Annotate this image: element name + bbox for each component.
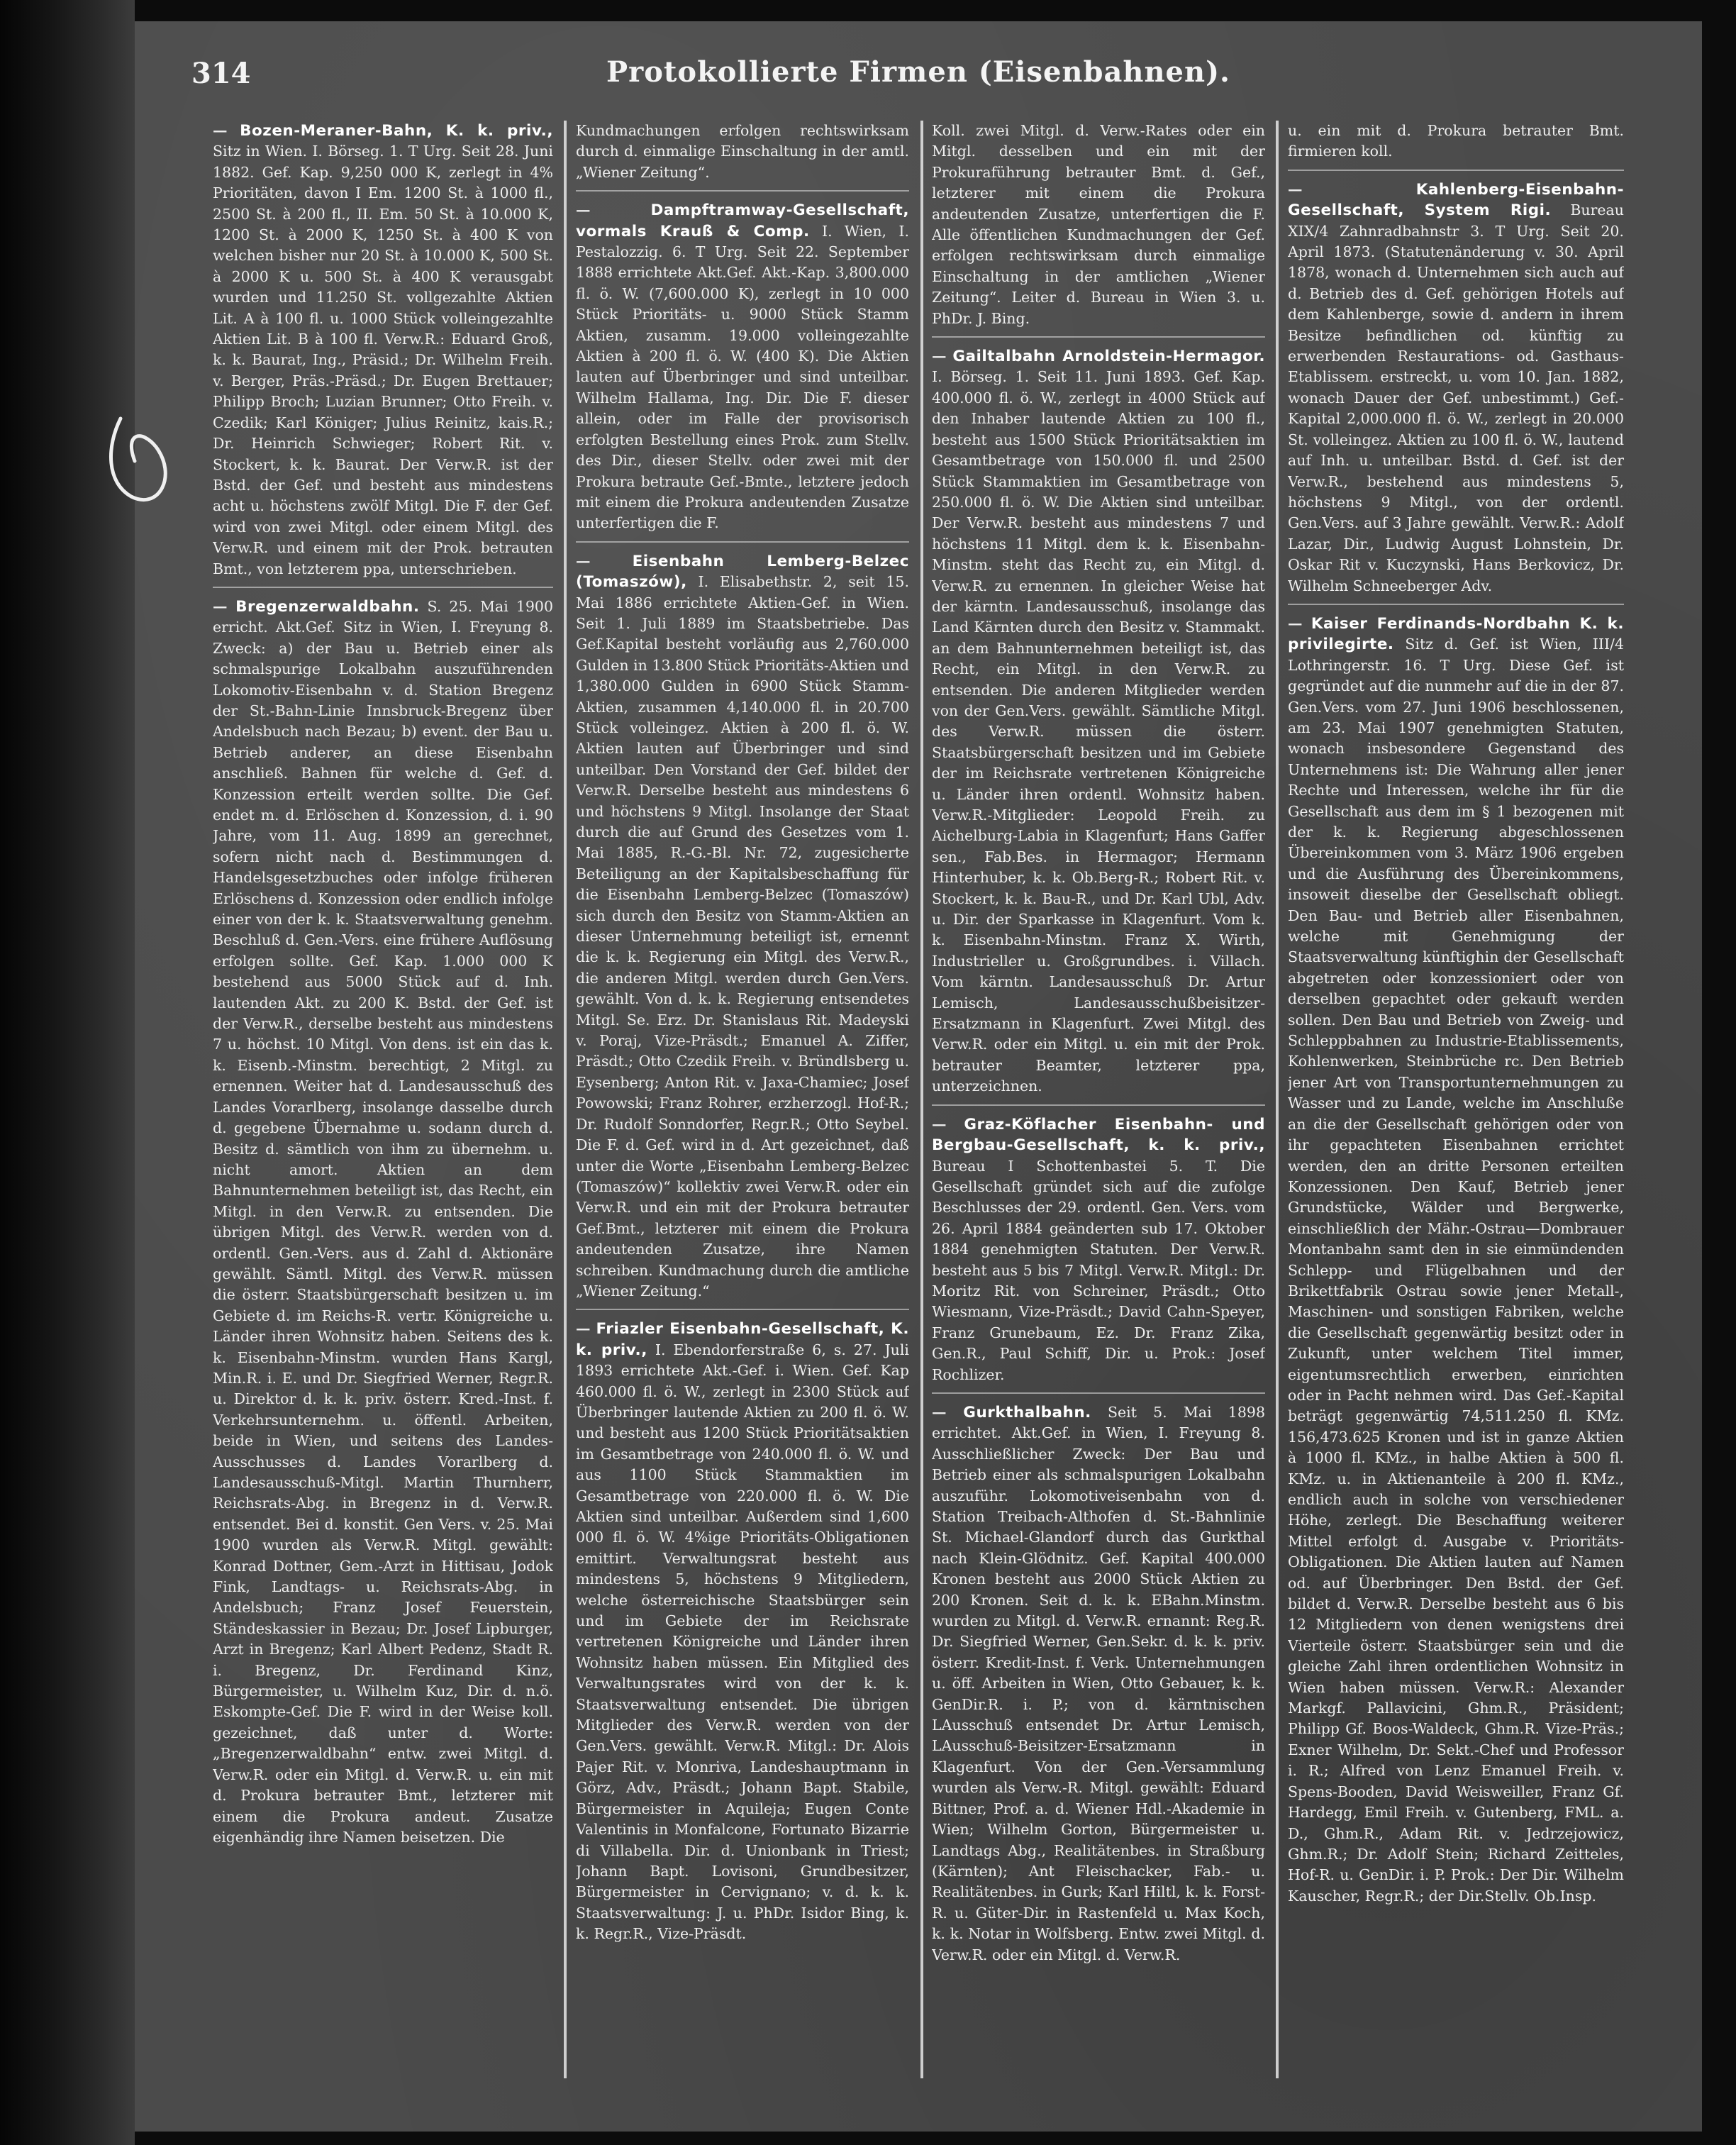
handwritten-margin-mark — [92, 404, 191, 511]
entry-kaiser-ferdinands-nordbahn: — Kaiser Ferdinands-Nordbahn K. k. privilegirte. Sitz d. Gef. ist Wien, III/4 Lothringerstr. 16. T Urg. Diese Gef. ist gegründet auf die nunmehr auf die in der 87. Gen.Vers. vom 27. Juni 1906 beschlossenen, am 23. Mai 1907 genehmigten Statuten, wonach insbesondere Gegenstand des Unternehmens ist: Die Wahrung aller jener Rechte und Interessen, welche ihr für die Gesellschaft aus dem im § 1 bezogenen mit der k. k. Regierung abgeschlossenen Übereinkommen vom 3. März 1906 ergeben und die Ausführung des Übereinkommens, insoweit dieselbe der Gesellschaft obliegt. Den Bau- und Betrieb aller Eisenbahnen, welche mit Genehmigung der Staatsverwaltung künftighin der Gesellschaft abgetreten oder konzessioniert oder von derselben gepachtet oder gekauft werden sollen. Den Bau und Betrieb von Zweig- und Schleppbahnen zu Industrie-Etablissements, Kohlenwerken, Steinbrüche rc. Den Betrieb jener Art von Transportunternehmungen zu Wasser und zu Lande, welche im Anschluße an die der Gesellschaft gehörigen oder von ihr gepachteten Eisenbahnen errichtet werden, den an dritte Personen erteilten Konzessionen. Den Kauf, Betrieb jener Grundstücke, Wälder und Bergwerke, einschließlich der Mähr.-Ostrau—Dombrauer Montanbahn samt den in sie einmündenden Schlepp- und Flügelbahnen und der Brikettfabrik Ostrau sowie jener Metall-, Maschinen- und sonstigen Fabriken, welche die Gesellschaft gegenwärtig besitzt oder in Zukunft, unter welchem Titel immer, eigentumsrechtlich erwerben, einrichten oder in Pacht nehmen wird. Das Gef.-Kapital beträgt gegenwärtig 74,511.250 fl. KMz. 156,473.625 Kronen und ist in ganze Aktien à 1000 fl. KMz., in halbe Aktien à 500 fl. KMz. u. in Aktienanteile à 200 fl. KMz., endlich auch in solche von verschiedener Höhe, zerlegt. Die Beschaffung weiterer Mittel erfolgt d. Ausgabe v. Prioritäts-Obligationen. Die Aktien lauten auf Namen od. auf Überbringer. Den Bstd. der Gef. bildet d. Verw.R. Derselbe besteht aus 6 bis 12 Mitgliedern von denen wenigstens drei Vierteile österr. Staatsbürger sein und die gleiche Zahl ihren ordentlichen Wohnsitz in Wien haben müssen. Verw.R.: Alexander Markgf. Pallavicini, Ghm.R., Präsident; Philipp Gf. Boos-Waldeck, Ghm.R. Vize-Präs.; Exner Wilhelm, Dr. Sekt.-Chef und Professor i. R.; Alfred von Lenz Emanuel Freih. v. Spens-Booden, David Weisweiller, Franz Gf. Hardegg, Emil Freih. v. Gutenberg, FML. a. D., Ghm.R., Adam Rit. v. Jedrzejowicz, Ghm.R.; Dr. Adolf Stein; Richard Zeitteles, Hof-R. u. GenDir. i. P. Prok.: Der Dir. Wilhelm Kauscher, Regr.R.; der Dir.Stellv. Ob.Insp. — [1288, 614, 1624, 1905]
entry-bozen-meraner-bahn: — Bozen-Meraner-Bahn, K. k. priv., Sitz in Wien. I. Börseg. 1. T Urg. Seit 28. Juni 1882. Gef. Kap. 9,250 000 K, zerlegt in 4% Prioritäten, davon I Em. 1200 St. à 1000 fl., 2500 St. à 200 fl., II. Em. 50 St. à 10.000 K, 1200 St. à 2000 K, 1250 St. à 400 K von welchen bisher nur 20 St. à 10.000 K, 500 St. à 2000 K u. 500 St. à 400 K verausgabt wurden und 11.250 St. vollgezahlte Aktien Lit. A à 100 fl. u. 1000 Stück volleingezahlte Aktien Lit. B à 100 fl. Verw.R.: Eduard Groß, k. k. Baurat, Ing., Präsid.; Dr. Wilhelm Freih. v. Berger, Präs.-Präsd.; Dr. Eugen Brettauer; Philipp Broch; Luzian Brunner; Otto Freih. v. Czedik; Karl Königer; Julius Reinitz, kais.R.; Dr. Heinrich Schwieger; Robert Rit. v. Stockert, k. k. Baurat. Der Verw.R. ist der Bstd. der Gef. und besteht aus mindestens acht u. höchstens zwölf Mitgl. Die F. der Gef. wird von zwei Mitgl. oder einem Mitgl. des Verw.R. und einem mit der Prok. betrauten Bmt., von letzterem ppa, unterschrieben. — [213, 122, 553, 577]
page-number: 314 — [191, 57, 251, 90]
firm-name: Gurkthalbahn. — [963, 1403, 1091, 1421]
entry-text: Sitz d. Gef. ist Wien, III/4 Lothringerstr. 16. T Urg. Diese Gef. ist gegründet auf die nunmehr auf die in der 87. Gen.Vers. vom 27. Juni 1906 beschlossenen, am 23. Mai 1907 genehmigten Statuten, wonach insbesondere Gegenstand des Unternehmens ist: Die Wahrung aller jener Rechte und Interessen, welche ihr für die Gesellschaft aus dem im § 1 bezogenen mit der k. k. Regierung abgeschlossenen Übereinkommen vom 3. März 1906 ergeben und die Ausführung des Übereinkommens, insoweit dieselbe der Gesellschaft obliegt. Den Bau- und Betrieb aller Eisenbahnen, welche mit Genehmigung der Staatsverwaltung künftighin der Gesellschaft abgetreten oder konzessioniert oder von derselben gepachtet oder gekauft werden sollen. Den Bau und Betrieb von Zweig- und Schleppbahnen zu Industrie-Etablissements, Kohlenwerken, Steinbrüche rc. Den Betrieb jener Art von Transportunternehmungen zu Wasser und zu Lande, welche im Anschluße an die der Gesellschaft gehörigen oder von ihr gepachteten Eisenbahnen errichtet werden, den an dritte Personen erteilten Konzessionen. Den Kauf, Betrieb jener Grundstücke, Wälder und Bergwerke, einschließlich der Mähr.-Ostrau—Dombrauer Montanbahn samt den in sie einmündenden Schlepp- und Flügelbahnen und der Brikettfabrik Ostrau sowie jener Metall-, Maschinen- und sonstigen Fabriken, welche die Gesellschaft gegenwärtig besitzt oder in Zukunft, unter welchem Titel immer, eigentumsrechtlich erwerben, einrichten oder in Pacht nehmen wird. Das Gef.-Kapital beträgt gegenwärtig 74,511.250 fl. KMz. 156,473.625 Kronen und ist in ganze Aktien à 1000 fl. KMz., in halbe Aktien à 500 fl. KMz. u. in Aktienanteile à 200 fl. KMz., endlich auch in solche von verschiedener Höhe, zerlegt. Die Beschaffung weiterer Mittel erfolgt d. Ausgabe v. Prioritäts-Obligationen. Die Aktien lauten auf Namen od. auf Überbringer. Den Bstd. der Gef. bildet d. Verw.R. Derselbe besteht aus 6 bis 12 Mitgliedern von denen wenigstens drei Vierteile österr. Staatsbürger sein und die gleiche Zahl ihren ordentlichen Wohnsitz in Wien haben müssen. Verw.R.: Alexander Markgf. Pallavicini, Ghm.R., Präsident; Philipp Gf. Boos-Waldeck, Ghm.R. Vize-Präs.; Exner Wilhelm, Dr. Sekt.-Chef und Professor i. R.; Alfred von Lenz Emanuel Freih. v. Spens-Booden, David Weisweiller, Franz Gf. Hardegg, Emil Freih. v. Gutenberg, FML. a. D., Ghm.R., Adam Rit. v. Jedrzejowicz, Ghm.R.; Dr. Adolf Stein; Richard Zeitteles, Hof-R. u. GenDir. i. P. Prok.: Der Dir. Wilhelm Kauscher, Regr.R.; der Dir.Stellv. Ob.Insp. — [1288, 636, 1624, 1905]
entry-text: S. 25. Mai 1900 erricht. Akt.Gef. Sitz in Wien, I. Freyung 8. Zweck: a) der Bau u. Betrieb einer als schmalspurige Lokalbahn auszuführenden Lokomotiv-Eisenbahn v. d. Station Bregenz der St.-Bahn-Linie Innsbruck-Bregenz über Andelsbuch nach Bezau; b) event. der Bau u. Betrieb anderer, an diese Eisenbahn anschließ. Bahnen für welche d. Gef. d. Konzession erteilt werden sollte. Die Gef. endet m. d. Erlöschen d. Konzession, d. i. 90 Jahre, vom 11. Aug. 1899 an gerechnet, sofern nicht nach d. Bestimmungen d. Handelsgesetzbuches oder infolge früheren Erlöschens d. Konzession oder endlich infolge einer von der k. k. Staatsverwaltung genehm. Beschluß d. Gen.-Vers. eine frühere Auflösung erfolgen sollte. Gef. Kap. 1.000 000 K bestehend aus 5000 Stück auf d. Inh. lautenden Akt. zu 200 K. Bstd. der Gef. ist der Verw.R., derselbe besteht aus mindestens 7 u. höchst. 10 Mitgl. Von dens. ist ein das k. k. Eisenb.-Minstm. berechtigt, 2 Mitgl. zu ernennen. Weiter hat d. Landesausschuß des Landes Vorarlberg, insolange dasselbe durch d. gegebene Übernahme u. sodann durch d. Besitz d. sämtlich von ihm zu übernehm. u. nicht amort. Aktien an dem Bahnunternehmen beteiligt ist, das Recht, ein Mitgl. in den Verw.R. zu entsenden. Die übrigen Mitgl. des Verw.R. werden von d. ordentl. Gen.-Vers. aus d. Zahl d. Aktionäre gewählt. Sämtl. Mitgl. des Verw.R. müssen die österr. Staatsbürgerschaft besitzen u. im Gebiete d. im Reichs-R. vertr. Königreiche u. Länder ihren Wohnsitz haben. Seitens des k. k. Eisenbahn-Minstm. wurden Hans Kargl, Min.R. i. E. und Dr. Siegfried Werner, Regr.R. u. Direktor d. k. k. priv. österr. Kred.-Inst. f. Verkehrsunternehm. u. öffentl. Arbeiten, beide in Wien, und seitens des Landes-Ausschusses d. Landes Vorarlberg d. Landesausschuß-Mitgl. Martin Thurnherr, Reichsrats-Abg. in Bregenz in d. Verw.R. entsendet. Bei d. konstit. Gen Vers. v. 25. Mai 1900 wurden als Verw.R. Mitgl. gewählt: Konrad Dottner, Gem.-Arzt in Hittisau, Jodok Fink, Landtags- u. Reichsrats-Abg. in Andelsbuch; Franz Josef Feuerstein, Ständeskassier in Bezau; Dr. Josef Lipburger, Arzt in Bregenz; Karl Albert Pedenz, Stadt R. i. Bregenz, Dr. Ferdinand Kinz, Bürgermeister, u. Wilhelm Kuz, Dir. d. n.ö. Eskompte-Gef. Die F. wird in der Weise koll. gezeichnet, daß unter d. Worte: „Bregenzerwaldbahn“ entw. zwei Mitgl. d. Verw.R. oder ein Mitgl. d. Verw.R. u. ein mit d. Prokura betrauter Bmt., letzterer mit einem die Prokura andeut. Zusatze eigenhändig ihre Namen beisetzen. Die — [213, 597, 553, 1846]
entry-text: Kundmachungen erfolgen rechtswirksam durch d. einmalige Einschaltung in der amtl. „Wiener Zeitung“. — [576, 122, 909, 181]
entry-text: I. Ebendorferstraße 6, s. 27. Juli 1893 errichtete Akt.-Gef. i. Wien. Gef. Kap 460.000 fl. ö. W., zerlegt in 2300 Stück auf Überbringer lautende Aktien zu 200 fl. ö. W. und besteht aus 1200 Stück Prioritätsaktien im Gesamtbetrage von 240.000 fl. ö. W. und aus 1100 Stück Stammaktien im Gesamtbetrage von 220.000 fl. ö. W. Die Aktien sind unteilbar. Außerdem sind 1,600 000 fl. ö. W. 4%ige Prioritäts-Obligationen emittirt. Verwaltungsrat besteht aus mindestens 5, höchstens 9 Mitgliedern, welche österreichische Staatsbürger sein und im Gebiete der im Reichsrate vertretenen Königreiche und Länder ihren Wohnsitz haben müssen. Ein Mitglied des Verwaltungsrates wird von der k. k. Staatsverwaltung entsendet. Die übrigen Mitglieder des Verw.R. werden von der Gen.Vers. gewählt. Verw.R. Mitgl.: Dr. Alois Pajer Rit. v. Monriva, Landeshauptmann in Görz, Adv., Präsdt.; Johann Bapt. Stabile, Bürgermeister in Aquileja; Eugen Conte Valentinis in Monfalcone, Fortunato Bizarrie di Villabella. Dir. d. Unionbank in Triest; Johann Bapt. Lovisoni, Grundbesitzer, Bürgermeister in Cervignano; v. d. k. k. Staatsverwaltung: J. u. PhDr. Isidor Bing, k. k. Regr.R., Vize-Präsdt. — [576, 1341, 909, 1943]
entry-graz-koeflacher: — Graz-Köflacher Eisenbahn- und Bergbau-Gesellschaft, k. k. priv., Bureau I Schottenbastei 5. T. Die Gesellschaft gründet sich auf die zufolge Beschlusses der 29. ordentl. Gen. Vers. vom 26. April 1884 geänderten sub 17. Oktober 1884 genehmigten Statuten. Der Verw.R. besteht aus 5 bis 7 Mitgl. Verw.R. Mitgl.: Dr. Moritz Rit. von Schreiner, Präsdt.; Otto Wiesmann, Vize-Präsdt.; David Cahn-Speyer, Franz Grunebaum, Ez. Dr. Franz Zika, Gen.R., Paul Schiff, Dir. u. Prok.: Josef Rochlizer. — [932, 1115, 1265, 1383]
entry-friazler-eisenbahn: — Friazler Eisenbahn-Gesellschaft, K. k. priv., I. Ebendorferstraße 6, s. 27. Juli 1893 errichtete Akt.-Gef. i. Wien. Gef. Kap 460.000 fl. ö. W., zerlegt in 2300 Stück auf Überbringer lautende Aktien zu 200 fl. ö. W. und besteht aus 1200 Stück Prioritätsaktien im Gesamtbetrage von 240.000 fl. ö. W. und aus 1100 Stück Stammaktien im Gesamtbetrage von 220.000 fl. ö. W. Die Aktien sind unteilbar. Außerdem sind 1,600 000 fl. ö. W. 4%ige Prioritäts-Obligationen emittirt. Verwaltungsrat besteht aus mindestens 5, höchstens 9 Mitgliedern, welche österreichische Staatsbürger sein und im Gebiete der im Reichsrate vertretenen Königreiche und Länder ihren Wohnsitz haben müssen. Ein Mitglied des Verwaltungsrates wird von der k. k. Staatsverwaltung entsendet. Die übrigen Mitglieder des Verw.R. werden von der Gen.Vers. gewählt. Verw.R. Mitgl.: Dr. Alois Pajer Rit. v. Monriva, Landeshauptmann in Görz, Adv., Präsdt.; Johann Bapt. Stabile, Bürgermeister in Aquileja; Eugen Conte Valentinis in Monfalcone, Fortunato Bizarrie di Villabella. Dir. d. Unionbank in Triest; Johann Bapt. Lovisoni, Grundbesitzer, Bürgermeister in Cervignano; v. d. k. k. Staatsverwaltung: J. u. PhDr. Isidor Bing, k. k. Regr.R., Vize-Präsdt. — [576, 1320, 909, 1943]
entry-dampftramway: — Dampftramway-Gesellschaft, vormals Krauß & Comp. I. Wien, I. Pestalozzig. 6. T Urg. Seit 22. September 1888 errichtete Akt.Gef. Akt.-Kap. 3,800.000 fl. ö. W. (7,600.000 K), zerlegt in 10 000 Stück Prioritäts- u. 9000 Stück Stamm Aktien, zusamm. 19.000 volleingezahlte Aktien à 200 fl. ö. W. (400 K). Die Aktien lauten auf Überbringer und sind unteilbar. Wilhelm Hallama, Ing. Dir. Die F. dieser allein, oder im Falle der provisorisch erfolgten Bestellung eines Prok. zum Stellv. des Dir., dieser Stellv. oder zwei mit der Prokura betraute Gef.-Bmte., letztere jedoch mit einem die Prokura andeutenden Zusatze unterfertigen die F. — [576, 201, 909, 532]
entry-continuation — [1288, 121, 1624, 162]
entry-continuation — [576, 121, 909, 183]
firm-name: Eisenbahn Lemberg-Belzec (Tomaszów), — [576, 552, 909, 592]
column-3 — [932, 121, 1265, 2085]
entry-text: Seit 5. Mai 1898 errichtet. Akt.Gef. in Wien, I. Freyung 8. Ausschließlicher Zweck: Der Bau und Betrieb einer als schmalspurigen Lokalbahn auszuführ. Lokomotiveisenbahn von d. Station Treibach-Althofen d. St.-Bahnlinie St. Michael-Glandorf durch das Gurkthal nach Klein-Glödnitz. Gef. Kapital 400.000 Kronen besteht aus 2000 Stück Aktien zu 200 Kronen. Seit d. k. k. EBahn.Minstm. wurden zu Mitgl. d. Verw.R. ernannt: Reg.R. Dr. Siegfried Werner, Gen.Sekr. d. k. k. priv. österr. Kredit-Inst. f. Verk. Unternehmungen u. öff. Arbeiten in Wien, Otto Gebauer, k. k. GenDir.R. i. P.; von d. kärntnischen LAusschuß entsendet Dr. Artur Lemisch, LAusschuß-Beisitzer-Ersatzmann in Klagenfurt. Von der Gen.-Versammlung wurden als Verw.-R. Mitgl. gewählt: Eduard Bittner, Prof. a. d. Wiener Hdl.-Akademie in Wien; Wilhelm Gorton, Bürgermeister u. Landtags Abg., Realitätenbes. in Straßburg (Kärnten); Ant Fleischacker, Fab.- u. Realitätenbes. in Gurk; Karl Hiltl, k. k. Forst-R. u. Güter-Dir. in Rastenfeld u. Max Koch, k. k. Notar in Wolfsberg. Entw. zwei Mitgl. d. Verw.R. oder ein Mitgl. d. Verw.R. — [932, 1403, 1265, 1963]
entry-separator — [1288, 604, 1624, 605]
column-1 — [213, 121, 553, 2085]
page — [135, 21, 1702, 2132]
entry-bregenzerwaldbahn: — Bregenzerwaldbahn. S. 25. Mai 1900 erricht. Akt.Gef. Sitz in Wien, I. Freyung 8. Zweck: a) der Bau u. Betrieb einer als schmalspurige Lokalbahn auszuführenden Lokomotiv-Eisenbahn v. d. Station Bregenz der St.-Bahn-Linie Innsbruck-Bregenz über Andelsbuch nach Bezau; b) event. der Bau u. Betrieb anderer, an diese Eisenbahn anschließ. Bahnen für welche d. Gef. d. Konzession erteilt werden sollte. Die Gef. endet m. d. Erlöschen d. Konzession, d. i. 90 Jahre, vom 11. Aug. 1899 an gerechnet, sofern nicht nach d. Bestimmungen d. Handelsgesetzbuches oder infolge früheren Erlöschens d. Konzession oder endlich infolge einer von der k. k. Staatsverwaltung genehm. Beschluß d. Gen.-Vers. eine frühere Auflösung erfolgen sollte. Gef. Kap. 1.000 000 K bestehend aus 5000 Stück auf d. Inh. lautenden Akt. zu 200 K. Bstd. der Gef. ist der Verw.R., derselbe besteht aus mindestens 7 u. höchst. 10 Mitgl. Von dens. ist ein das k. k. Eisenb.-Minstm. berechtigt, 2 Mitgl. zu ernennen. Weiter hat d. Landesausschuß des Landes Vorarlberg, insolange dasselbe durch d. gegebene Übernahme u. sodann durch d. Besitz d. sämtlich von ihm zu übernehm. u. nicht amort. Aktien an dem Bahnunternehmen beteiligt ist, das Recht, ein Mitgl. in den Verw.R. zu entsenden. Die übrigen Mitgl. des Verw.R. werden von d. ordentl. Gen.-Vers. aus d. Zahl d. Aktionäre gewählt. Sämtl. Mitgl. des Verw.R. müssen die österr. Staatsbürgerschaft besitzen u. im Gebiete d. im Reichs-R. vertr. Königreiche u. Länder ihren Wohnsitz haben. Seitens des k. k. Eisenbahn-Minstm. wurden Hans Kargl, Min.R. i. E. und Dr. Siegfried Werner, Regr.R. u. Direktor d. k. k. priv. österr. Kred.-Inst. f. Verkehrsunternehm. u. öffentl. Arbeiten, beide in Wien, und seitens des Landes-Ausschusses d. Landes Vorarlberg d. Landesausschuß-Mitgl. Martin Thurnherr, Reichsrats-Abg. in Bregenz in d. Verw.R. entsendet. Bei d. konstit. Gen Vers. v. 25. Mai 1900 wurden als Verw.R. Mitgl. gewählt: Konrad Dottner, Gem.-Arzt in Hittisau, Jodok Fink, Landtags- u. Reichsrats-Abg. in Andelsbuch; Franz Josef Feuerstein, Ständeskassier in Bezau; Dr. Josef Lipburger, Arzt in Bregenz; Karl Albert Pedenz, Stadt R. i. Bregenz, Dr. Ferdinand Kinz, Bürgermeister, u. Wilhelm Kuz, Dir. d. n.ö. Eskompte-Gef. Die F. wird in der Weise koll. gezeichnet, daß unter d. Worte: „Bregenzerwaldbahn“ entw. zwei Mitgl. d. Verw.R. oder ein Mitgl. d. Verw.R. u. ein mit d. Prokura betrauter Bmt., letzterer mit einem die Prokura andeut. Zusatze eigenhändig ihre Namen beisetzen. Die — [213, 597, 553, 1846]
entry-text: I. Wien, I. Pestalozzig. 6. T Urg. Seit 22. September 1888 errichtete Akt.Gef. Akt.-Kap. 3,800.000 fl. ö. W. (7,600.000 K), zerlegt in 10 000 Stück Prioritäts- u. 9000 Stück Stamm Aktien, zusamm. 19.000 volleingezahlte Aktien à 200 fl. ö. W. (400 K). Die Aktien lauten auf Überbringer und sind unteilbar. Wilhelm Hallama, Ing. Dir. Die F. dieser allein, oder im Falle der provisorisch erfolgten Bestellung eines Prok. zum Stellv. des Dir., dieser Stellv. oder zwei mit der Prokura betraute Gef.-Bmte., letztere jedoch mit einem die Prokura andeutenden Zusatze unterfertigen die F. — [576, 222, 909, 532]
firm-name: Kaiser Ferdinands-Nordbahn K. k. privilegirte. — [1288, 614, 1624, 654]
entry-text: Sitz in Wien. I. Börseg. 1. T Urg. Seit 28. Juni 1882. Gef. Kap. 9,250 000 K, zerlegt in 4% Prioritäten, davon I Em. 1200 St. à 1000 fl., 2500 St. à 200 fl., II. Em. 50 St. à 10.000 K, 1200 St. à 2000 K, 1250 St. à 400 K von welchen bisher nur 20 St. à 10.000 K, 500 St. à 2000 K u. 500 St. à 400 K verausgabt wurden und 11.250 St. vollgezahlte Aktien Lit. A à 100 fl. u. 1000 Stück volleingezahlte Aktien Lit. B à 100 fl. Verw.R.: Eduard Groß, k. k. Baurat, Ing., Präsid.; Dr. Wilhelm Freih. v. Berger, Präs.-Präsd.; Dr. Eugen Brettauer; Philipp Broch; Luzian Brunner; Otto Freih. v. Czedik; Karl Königer; Julius Reinitz, kais.R.; Dr. Heinrich Schwieger; Robert Rit. v. Stockert, k. k. Baurat. Der Verw.R. ist der Bstd. der Gef. und besteht aus mindestens acht u. höchstens zwölf Mitgl. Die F. der Gef. wird von zwei Mitgl. oder einem Mitgl. des Verw.R. und einem mit der Prok. betrauten Bmt., von letzterem ppa, unterschrieben. — [213, 143, 553, 577]
entry-eisenbahn-lemberg-belzec: — Eisenbahn Lemberg-Belzec (Tomaszów), I. Elisabethstr. 2, seit 15. Mai 1886 errichtete Aktien-Gef. in Wien. Seit 1. Juli 1889 im Staatsbetriebe. Das Gef.Kapital besteht vorläufig aus 2,760.000 Gulden in 13.800 Stück Prioritäts-Aktien und 1,380.000 Gulden in 6900 Stück Stamm-Aktien, zusammen 4,140.000 fl. in 20.700 Stück volleingez. Aktien à 200 fl. ö. W. Aktien lauten auf Überbringer und sind unteilbar. Den Vorstand der Gef. bildet der Verw.R. Derselbe besteht aus mindestens 6 und höchstens 9 Mitgl. Insolange der Staat durch die auf Grund des Gesetzes vom 1. Mai 1885, R.-G.-Bl. Nr. 72, zugesicherte Beteiligung an der Kapitalsbeschaffung für die Eisenbahn Lemberg-Belzec (Tomaszów) sich durch den Besitz von Stamm-Aktien an dieser Unternehmung beteiligt ist, ernennt die k. k. Regierung ein Mitgl. des Verw.R., die anderen Mitgl. werden durch Gen.Vers. gewählt. Von d. k. k. Regierung entsendetes Mitgl. Se. Erz. Dr. Stanislaus Rit. Madeyski v. Poraj, Vize-Präsdt.; Emanuel A. Ziffer, Präsdt.; Otto Czedik Freih. v. Bründlsberg u. Eysenberg; Anton Rit. v. Jaxa-Chamiec; Josef Powowski; Franz Rohrer, erzherzogl. Hof-R.; Dr. Rudolf Sonndorfer, Regr.R.; Otto Seybel. Die F. d. Gef. wird in d. Art gezeichnet, daß unter die Worte „Eisenbahn Lemberg-Belzec (Tomaszów)“ kollektiv zwei Verw.R. oder ein Verw.R. und ein mit der Prokura betrauter Gef.Bmt., letzterer mit einem die Prokura andeutenden Zusatze, ihre Namen schreiben. Kundmachung durch die amtliche „Wiener Zeitung.“ — [576, 552, 909, 1299]
entry-text: I. Börseg. 1. Seit 11. Juni 1893. Gef. Kap. 400.000 fl. ö. W., zerlegt in 4000 Stück auf den Inhaber lautende Aktien zu 100 fl., besteht aus 1500 Stück Prioritätsaktien im Gesamtbetrage von 150.000 fl. und 2500 Stück Stammaktien im Gesamtbetrage von 250.000 fl. ö. W. Die Aktien sind unteilbar. Der Verw.R. besteht aus mindestens 7 und höchstens 11 Mitgl. dem k. k. Eisenbahn-Minstm. steht das Recht zu, ein Mitgl. d. Verw.R. zu ernennen. In gleicher Weise hat der kärntn. Landesausschuß, insolange das Land Kärnten durch den Besitz v. Stammakt. an dem Bahnunternehmen beteiligt ist, das Recht, ein Mitgl. in den Verw.R. zu entsenden. Die anderen Mitglieder werden von der Gen.Vers. gewählt. Sämtliche Mitgl. des Verw.R. müssen die österr. Staatsbürgerschaft besitzen und im Gebiete der im Reichsrate vertretenen Königreiche u. Länder ihren ordentl. Wohnsitz haben. Verw.R.-Mitglieder: Leopold Freih. zu Aichelburg-Labia in Klagenfurt; Hans Gaffer sen., Fab.Bes. in Hermagor; Hermann Hinterhuber, k. k. Ob.Berg-R.; Robert Rit. v. Stockert, k. k. Bau-R., und Dr. Karl Ubl, Adv. u. Dir. der Sparkasse in Klagenfurt. Vom k. k. Eisenbahn-Minstm. Franz X. Wirth, Industrieller u. Großgrundbes. i. Villach. Vom kärntn. Landesausschuß Dr. Artur Lemisch, Landesausschußbeisitzer-Ersatzmann in Klagenfurt. Zwei Mitgl. des Verw.R. oder ein Mitgl. u. ein mit der Prok. betrauter Beamter, letzterer ppa, unterzeichnen. — [932, 368, 1265, 1095]
firm-name: Gailtalbahn Arnoldstein-Hermagor. — [952, 348, 1265, 366]
book-gutter — [0, 0, 135, 2145]
column-rule — [1276, 121, 1279, 2078]
entry-text: Koll. zwei Mitgl. d. Verw.-Rates oder ein Mitgl. desselben und ein mit der Prokuraführung betrauter Bmt. d. Gef., letzterer mit einem die Prokura andeutenden Zusatze, unterfertigen die F. Alle öffentlichen Kundmachungen der Gef. erfolgen rechtswirksam durch einmalige Einschaltung in der amtlichen „Wiener Zeitung“. Leiter d. Bureau in Wien 3. u. PhDr. J. Bing. — [932, 122, 1265, 327]
entry-text: Bureau I Schottenbastei 5. T. Die Gesellschaft gründet sich auf die zufolge Beschlusses der 29. ordentl. Gen. Vers. vom 26. April 1884 geänderten sub 17. Oktober 1884 genehmigten Statuten. Der Verw.R. besteht aus 5 bis 7 Mitgl. Verw.R. Mitgl.: Dr. Moritz Rit. von Schreiner, Präsdt.; Otto Wiesmann, Vize-Präsdt.; David Cahn-Speyer, Franz Grunebaum, Ez. Dr. Franz Zika, Gen.R., Paul Schiff, Dir. u. Prok.: Josef Rochlizer. — [932, 1157, 1265, 1383]
firm-name: Bozen-Meraner-Bahn, K. k. priv., — [240, 122, 553, 140]
entry-text: Bureau XIX/4 Zahnradbahnstr 3. T Urg. Seit 20. April 1873. (Statutenänderung v. 30. April 1878, wonach d. Unternehmen sich auch auf d. Betrieb des d. Gef. gehörigen Hotels auf dem Kahlenberge, sowie d. andern in ihrem Besitze befindlichen od. künftig zu erwerbenden Restaurations- od. Gasthaus-Etablissem. erstreckt, u. vom 10. Jan. 1882, wonach Dauer der Gef. unbestimmt.) Gef.-Kapital 2,000.000 fl. ö. W., zerlegt in 20.000 St. volleingez. Aktien zu 100 fl. ö. W., lautend auf Inh. u. unteilbar. Bstd. d. Gef. ist der Verw.R., bestehend aus mindestens 5, höchstens 9 Mitgl., von der ordentl. Gen.Vers. auf 3 Jahre gewählt. Verw.R.: Adolf Lazar, Dir., Ludwig August Lohnstein, Dr. Oskar Rit v. Kuczynski, Hans Berkovicz, Dr. Wilhelm Schneeberger Adv. — [1288, 201, 1624, 594]
entry-separator — [932, 1104, 1265, 1106]
firm-name: Graz-Köflacher Eisenbahn- und Bergbau-Gesellschaft, k. k. priv., — [932, 1115, 1265, 1155]
entry-separator — [576, 1309, 909, 1310]
entry-separator — [576, 190, 909, 192]
entry-separator — [932, 336, 1265, 338]
entry-separator — [1288, 170, 1624, 171]
firm-name: Kahlenberg-Eisenbahn-Gesellschaft, System Rigi. — [1288, 180, 1624, 220]
entry-gailtalbahn: — Gailtalbahn Arnoldstein-Hermagor. I. Börseg. 1. Seit 11. Juni 1893. Gef. Kap. 400.000 fl. ö. W., zerlegt in 4000 Stück auf den Inhaber lautende Aktien zu 100 fl., besteht aus 1500 Stück Prioritätsaktien im Gesamtbetrage von 150.000 fl. und 2500 Stück Stammaktien im Gesamtbetrage von 250.000 fl. ö. W. Die Aktien sind unteilbar. Der Verw.R. besteht aus mindestens 7 und höchstens 11 Mitgl. dem k. k. Eisenbahn-Minstm. steht das Recht zu, ein Mitgl. d. Verw.R. zu ernennen. In gleicher Weise hat der kärntn. Landesausschuß, insolange das Land Kärnten durch den Besitz v. Stammakt. an dem Bahnunternehmen beteiligt ist, das Recht, ein Mitgl. in den Verw.R. zu entsenden. Die anderen Mitglieder werden von der Gen.Vers. gewählt. Sämtliche Mitgl. des Verw.R. müssen die österr. Staatsbürgerschaft besitzen und im Gebiete der im Reichsrate vertretenen Königreiche u. Länder ihren ordentl. Wohnsitz haben. Verw.R.-Mitglieder: Leopold Freih. zu Aichelburg-Labia in Klagenfurt; Hans Gaffer sen., Fab.Bes. in Hermagor; Hermann Hinterhuber, k. k. Ob.Berg-R.; Robert Rit. v. Stockert, k. k. Bau-R., und Dr. Karl Ubl, Adv. u. Dir. der Sparkasse in Klagenfurt. Vom k. k. Eisenbahn-Minstm. Franz X. Wirth, Industrieller u. Großgrundbes. i. Villach. Vom kärntn. Landesausschuß Dr. Artur Lemisch, Landesausschußbeisitzer-Ersatzmann in Klagenfurt. Zwei Mitgl. des Verw.R. oder ein Mitgl. u. ein mit der Prok. betrauter Beamter, letzterer ppa, unterzeichnen. — [932, 348, 1265, 1095]
column-rule — [920, 121, 923, 2078]
entry-text: I. Elisabethstr. 2, seit 15. Mai 1886 errichtete Aktien-Gef. in Wien. Seit 1. Juli 1889 im Staatsbetriebe. Das Gef.Kapital besteht vorläufig aus 2,760.000 Gulden in 13.800 Stück Prioritäts-Aktien und 1,380.000 Gulden in 6900 Stück Stamm-Aktien, zusammen 4,140.000 fl. in 20.700 Stück volleingez. Aktien à 200 fl. ö. W. Aktien lauten auf Überbringer und sind unteilbar. Den Vorstand der Gef. bildet der Verw.R. Derselbe besteht aus mindestens 6 und höchstens 9 Mitgl. Insolange der Staat durch die auf Grund des Gesetzes vom 1. Mai 1885, R.-G.-Bl. Nr. 72, zugesicherte Beteiligung an der Kapitalsbeschaffung für die Eisenbahn Lemberg-Belzec (Tomaszów) sich durch den Besitz von Stamm-Aktien an dieser Unternehmung beteiligt ist, ernennt die k. k. Regierung ein Mitgl. des Verw.R., die anderen Mitgl. werden durch Gen.Vers. gewählt. Von d. k. k. Regierung entsendetes Mitgl. Se. Erz. Dr. Stanislaus Rit. Madeyski v. Poraj, Vize-Präsdt.; Emanuel A. Ziffer, Präsdt.; Otto Czedik Freih. v. Bründlsberg u. Eysenberg; Anton Rit. v. Jaxa-Chamiec; Josef Powowski; Franz Rohrer, erzherzogl. Hof-R.; Dr. Rudolf Sonndorfer, Regr.R.; Otto Seybel. Die F. d. Gef. wird in d. Art gezeichnet, daß unter die Worte „Eisenbahn Lemberg-Belzec (Tomaszów)“ kollektiv zwei Verw.R. oder ein Verw.R. und ein mit der Prokura betrauter Gef.Bmt., letzterer mit einem die Prokura andeutenden Zusatze, ihre Namen schreiben. Kundmachung durch die amtliche „Wiener Zeitung.“ — [576, 573, 909, 1299]
page-title: Protokollierte Firmen (Eisenbahnen). — [606, 55, 1230, 89]
entry-gurkthalbahn: — Gurkthalbahn. Seit 5. Mai 1898 errichtet. Akt.Gef. in Wien, I. Freyung 8. Ausschließlicher Zweck: Der Bau und Betrieb einer als schmalspurigen Lokalbahn auszuführ. Lokomotiveisenbahn von d. Station Treibach-Althofen d. St.-Bahnlinie St. Michael-Glandorf durch das Gurkthal nach Klein-Glödnitz. Gef. Kapital 400.000 Kronen besteht aus 2000 Stück Aktien zu 200 Kronen. Seit d. k. k. EBahn.Minstm. wurden zu Mitgl. d. Verw.R. ernannt: Reg.R. Dr. Siegfried Werner, Gen.Sekr. d. k. k. priv. österr. Kredit-Inst. f. Verk. Unternehmungen u. öff. Arbeiten in Wien, Otto Gebauer, k. k. GenDir.R. i. P.; von d. kärntnischen LAusschuß entsendet Dr. Artur Lemisch, LAusschuß-Beisitzer-Ersatzmann in Klagenfurt. Von der Gen.-Versammlung wurden als Verw.-R. Mitgl. gewählt: Eduard Bittner, Prof. a. d. Wiener Hdl.-Akademie in Wien; Wilhelm Gorton, Bürgermeister u. Landtags Abg., Realitätenbes. in Straßburg (Kärnten); Ant Fleischacker, Fab.- u. Realitätenbes. in Gurk; Karl Hiltl, k. k. Forst-R. u. Güter-Dir. in Rastenfeld u. Max Koch, k. k. Notar in Wolfsberg. Entw. zwei Mitgl. d. Verw.R. oder ein Mitgl. d. Verw.R. — [932, 1403, 1265, 1963]
firm-name: Bregenzerwaldbahn. — [235, 597, 420, 616]
entry-kahlenberg-eisenbahn: — Kahlenberg-Eisenbahn-Gesellschaft, System Rigi. Bureau XIX/4 Zahnradbahnstr 3. T Urg. Seit 20. April 1873. (Statutenänderung v. 30. April 1878, wonach d. Unternehmen sich auch auf d. Betrieb des d. Gef. gehörigen Hotels auf dem Kahlenberge, sowie d. andern in ihrem Besitze befindlichen od. künftig zu erwerbenden Restaurations- od. Gasthaus-Etablissem. erstreckt, u. vom 10. Jan. 1882, wonach Dauer der Gef. unbestimmt.) Gef.-Kapital 2,000.000 fl. ö. W., zerlegt in 20.000 St. volleingez. Aktien zu 100 fl. ö. W., lautend auf Inh. u. unteilbar. Bstd. d. Gef. ist der Verw.R., bestehend aus mindestens 5, höchstens 9 Mitgl., von der ordentl. Gen.Vers. auf 3 Jahre gewählt. Verw.R.: Adolf Lazar, Dir., Ludwig August Lohnstein, Dr. Oskar Rit v. Kuczynski, Hans Berkovicz, Dr. Wilhelm Schneeberger Adv. — [1288, 180, 1624, 594]
entry-separator — [213, 587, 553, 588]
column-4 — [1288, 121, 1624, 2085]
entry-separator — [932, 1392, 1265, 1394]
firm-name: Friazler Eisenbahn-Gesellschaft, K. k. priv., — [576, 1320, 909, 1359]
entry-separator — [576, 541, 909, 543]
column-2 — [576, 121, 909, 2085]
column-rule — [564, 121, 567, 2078]
firm-name: Dampftramway-Gesellschaft, vormals Krauß & Comp. — [576, 201, 909, 240]
page-header — [135, 21, 1702, 99]
entry-continuation — [932, 121, 1265, 329]
entry-text: u. ein mit d. Prokura betrauter Bmt. firmieren koll. — [1288, 122, 1624, 160]
